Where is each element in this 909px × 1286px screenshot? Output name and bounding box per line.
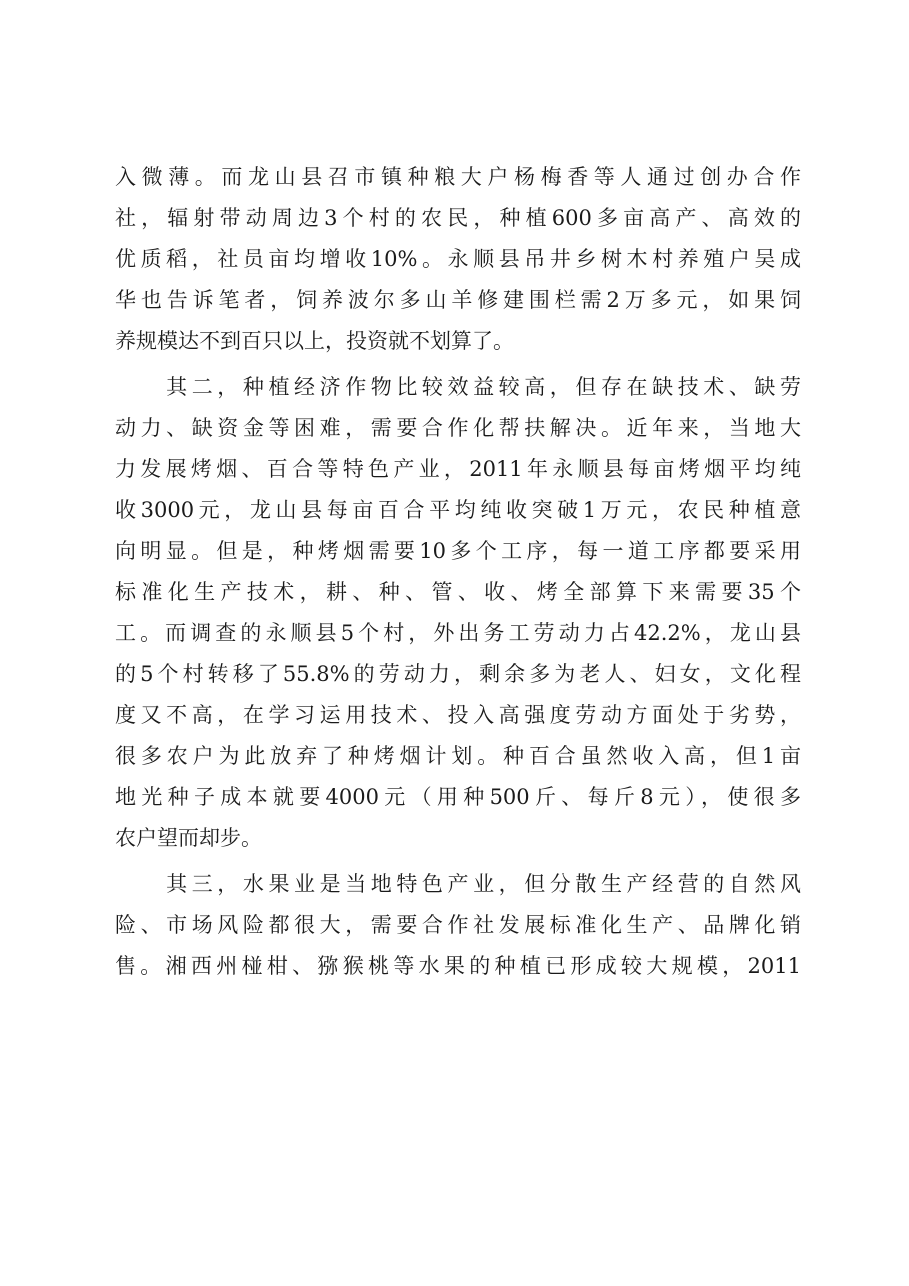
text-line: 险、市场风险都很大，需要合作社发展标准化生产、品牌化销 — [115, 913, 801, 937]
text-line: 很多农户为此放弃了种烤烟计划。种百合虽然收入高，但1亩 — [115, 744, 801, 768]
text-line: 农户望而却步。 — [115, 826, 262, 850]
text-line: 地光种子成本就要4000元（用种500斤、每斤8元），使很多 — [115, 785, 801, 809]
text-line: 其二，种植经济作物比较效益较高，但存在缺技术、缺劳 — [115, 375, 801, 399]
text-line: 入微薄。而龙山县召市镇种粮大户杨梅香等人通过创办合作 — [115, 165, 801, 189]
text-line: 度又不高，在学习运用技术、投入高强度劳动方面处于劣势， — [115, 703, 801, 727]
text-line: 动力、缺资金等困难，需要合作化帮扶解决。近年来，当地大 — [115, 416, 801, 440]
text-line: 售。湘西州椪柑、猕猴桃等水果的种植已形成较大规模，2011 — [115, 954, 801, 978]
text-line: 标准化生产技术，耕、种、管、收、烤全部算下来需要35个 — [115, 580, 801, 604]
text-line: 社，辐射带动周边3个村的农民，种植600多亩高产、高效的 — [115, 206, 801, 230]
text-line: 华也告诉笔者，饲养波尔多山羊修建围栏需2万多元，如果饲 — [115, 288, 801, 312]
text-line: 优质稻，社员亩均增收10%。永顺县吊井乡树木村养殖户吴成 — [115, 247, 801, 271]
text-line: 的5个村转移了55.8%的劳动力，剩余多为老人、妇女，文化程 — [115, 662, 801, 686]
text-line: 工。而调查的永顺县5个村，外出务工劳动力占42.2%，龙山县 — [115, 621, 801, 645]
paragraph-1 — [115, 157, 801, 362]
document-body — [115, 157, 801, 987]
paragraph-3 — [115, 864, 801, 987]
text-line: 向明显。但是，种烤烟需要10多个工序，每一道工序都要采用 — [115, 539, 801, 563]
paragraph-2 — [115, 367, 801, 859]
text-line: 养规模达不到百只以上，投资就不划算了。 — [115, 329, 514, 353]
text-line: 力发展烤烟、百合等特色产业，2011年永顺县每亩烤烟平均纯 — [115, 457, 801, 481]
text-line: 收3000元，龙山县每亩百合平均纯收突破1万元，农民种植意 — [115, 498, 801, 522]
text-line: 其三，水果业是当地特色产业，但分散生产经营的自然风 — [115, 872, 801, 896]
